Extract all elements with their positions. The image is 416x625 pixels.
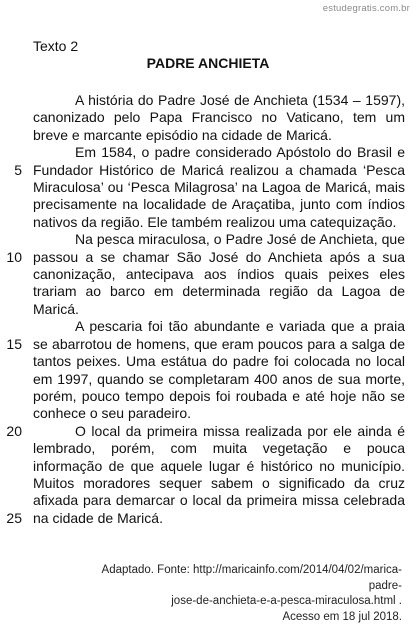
paragraph: A pescaria foi tão abundante e variada que a praia se abarrotou de homens, que eram poucos para a salga de tantos peixes. Uma estátua do padre foi colocada no local em 1997, quando se completaram 400 anos de sua morte, porém, pouco tempo depois foi roubada e até hoje não se conhece o seu paradeiro. xyxy=(33,318,405,422)
line-number: 15 xyxy=(6,335,22,352)
article-body xyxy=(33,92,405,527)
source-line: Adaptado. Fonte: http://maricainfo.com/2014/04/02/marica-padre- xyxy=(101,564,402,592)
line-number: 25 xyxy=(6,509,22,526)
paragraph: Na pesca miraculosa, o Padre José de Anchieta, que passou a se chamar São José do Anchieta após a sua canonização, antecipava aos índios quais peixes eles trariam ao barco em determinada região da Lagoa de Maricá. xyxy=(33,231,405,317)
line-number: 5 xyxy=(14,161,22,178)
site-watermark: estudegratis.com.br xyxy=(322,3,410,14)
source-line: jose-de-anchieta-e-a-pesca-miraculosa.html . xyxy=(171,595,402,608)
paragraph: A história do Padre José de Anchieta (1534 – 1597), canonizado pelo Papa Francisco no Vaticano, tem um breve e marcante episódio na cidade de Maricá. xyxy=(33,92,405,143)
paragraph: Em 1584, o padre considerado Apóstolo do Brasil e Fundador Histórico de Maricá realizou a chamada ‘Pesca Miraculosa’ ou ‘Pesca Milagrosa’ na Lagoa de Maricá, mais precisamente na localidade de Araçatiba, junto com índios nativos da região. Ele também realizou uma catequização. xyxy=(33,144,405,230)
document-title: PADRE ANCHIETA xyxy=(146,55,270,71)
line-number: 20 xyxy=(6,422,22,439)
text-label: Texto 2 xyxy=(33,38,79,54)
source-access-date: Acesso em 18 jul 2018. xyxy=(282,610,402,623)
paragraph: O local da primeira missa realizada por ele ainda é lembrado, porém, com muita vegetação e pouca informação de que aquele lugar é histórico no município. Muitos moradores sequer sabem o significado da cruz afixada para demarcar o local da primeira missa celebrada na cidade de Maricá. xyxy=(33,422,405,526)
source-citation xyxy=(72,563,402,625)
line-number: 10 xyxy=(6,248,22,265)
